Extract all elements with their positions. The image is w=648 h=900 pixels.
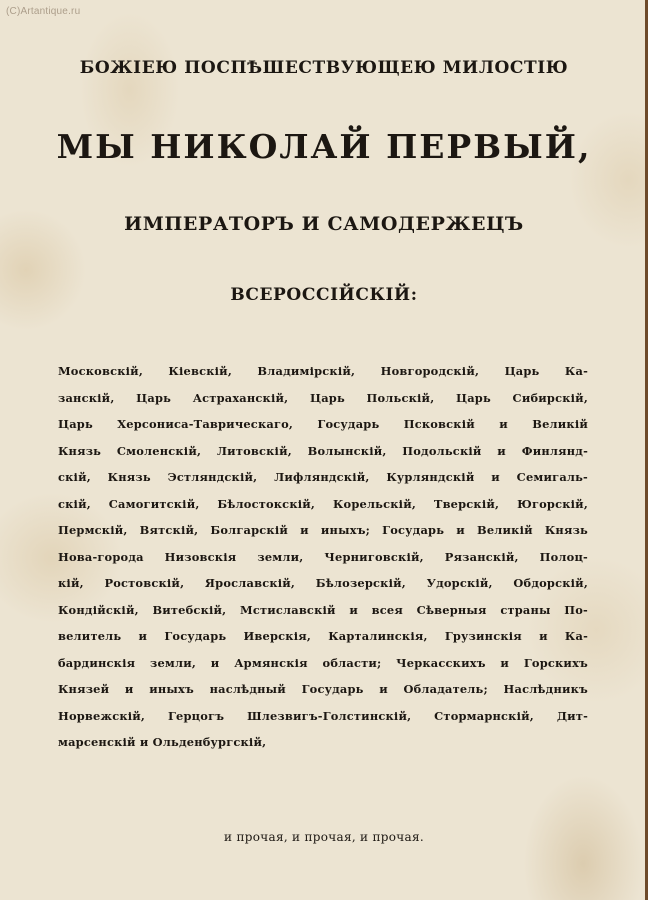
heading-line-1: БОЖІЕЮ ПОСПѢШЕСТВУЮЩЕЮ МИЛОСТІЮ [79,58,569,78]
heading-line-4: ВСЕРОССІЙСКІЙ: [230,285,418,305]
body-line: бардинскія земли, и Армянскія области; Черкасскихъ и Горскихъ [58,655,588,670]
body-line: Московскій, Кіевскій, Владимірскій, Новгородскій, Царь Ка- [58,364,588,378]
body-line: скій, Самогитскій, Бѣлостокскій, Корельскій, Тверскій, Югорскій, [58,496,588,511]
body-line: марсенскій и Ольденбургскій, [58,735,267,749]
body-line: Кондійскій, Витебскій, Мстиславскій и всея Сѣверныя страны По- [58,602,588,617]
body-line: Пермскій, Вятскій, Болгарскій и иныхъ; Государь и Великій Князь [58,523,588,537]
heading-title: МЫ НИКОЛАЙ ПЕРВЫЙ, [56,127,592,166]
body-line: велитель и Государь Иверскія, Карталинскія, Грузинскія и Ка- [58,629,588,643]
body-line: Князь Смоленскій, Литовскій, Волынскій, Подольскій и Финлянд- [58,443,588,458]
body-line: Царь Херсониса-Таврическаго, Государь Псковскій и Великій [58,417,588,431]
closing-line: и прочая, и прочая, и прочая. [224,830,424,844]
body-line: Норвежскій, Герцогъ Шлезвигъ-Голстинскій, Стормарнскій, Дит- [58,708,588,723]
body-line: Нова-города Низовскія земли, Черниговскій, Рязанскій, Полоц- [58,549,588,564]
heading-line-3: ИМПЕРАТОРЪ И САМОДЕРЖЕЦЪ [124,213,524,235]
title-body [58,358,588,756]
watermark: (C)Artantique.ru [6,6,81,17]
body-line: кій, Ростовскій, Ярославскій, Бѣлозерскій, Удорскій, Обдорскій, [58,576,588,590]
body-line: скій, Князь Эстляндскій, Лифляндскій, Курляндскій и Семигаль- [58,470,588,484]
body-line: Князей и иныхъ наслѣдный Государь и Обладатель; Наслѣдникъ [58,682,588,696]
body-line: занскій, Царь Астраханскій, Царь Польскій, Царь Сибирскій, [58,390,588,405]
